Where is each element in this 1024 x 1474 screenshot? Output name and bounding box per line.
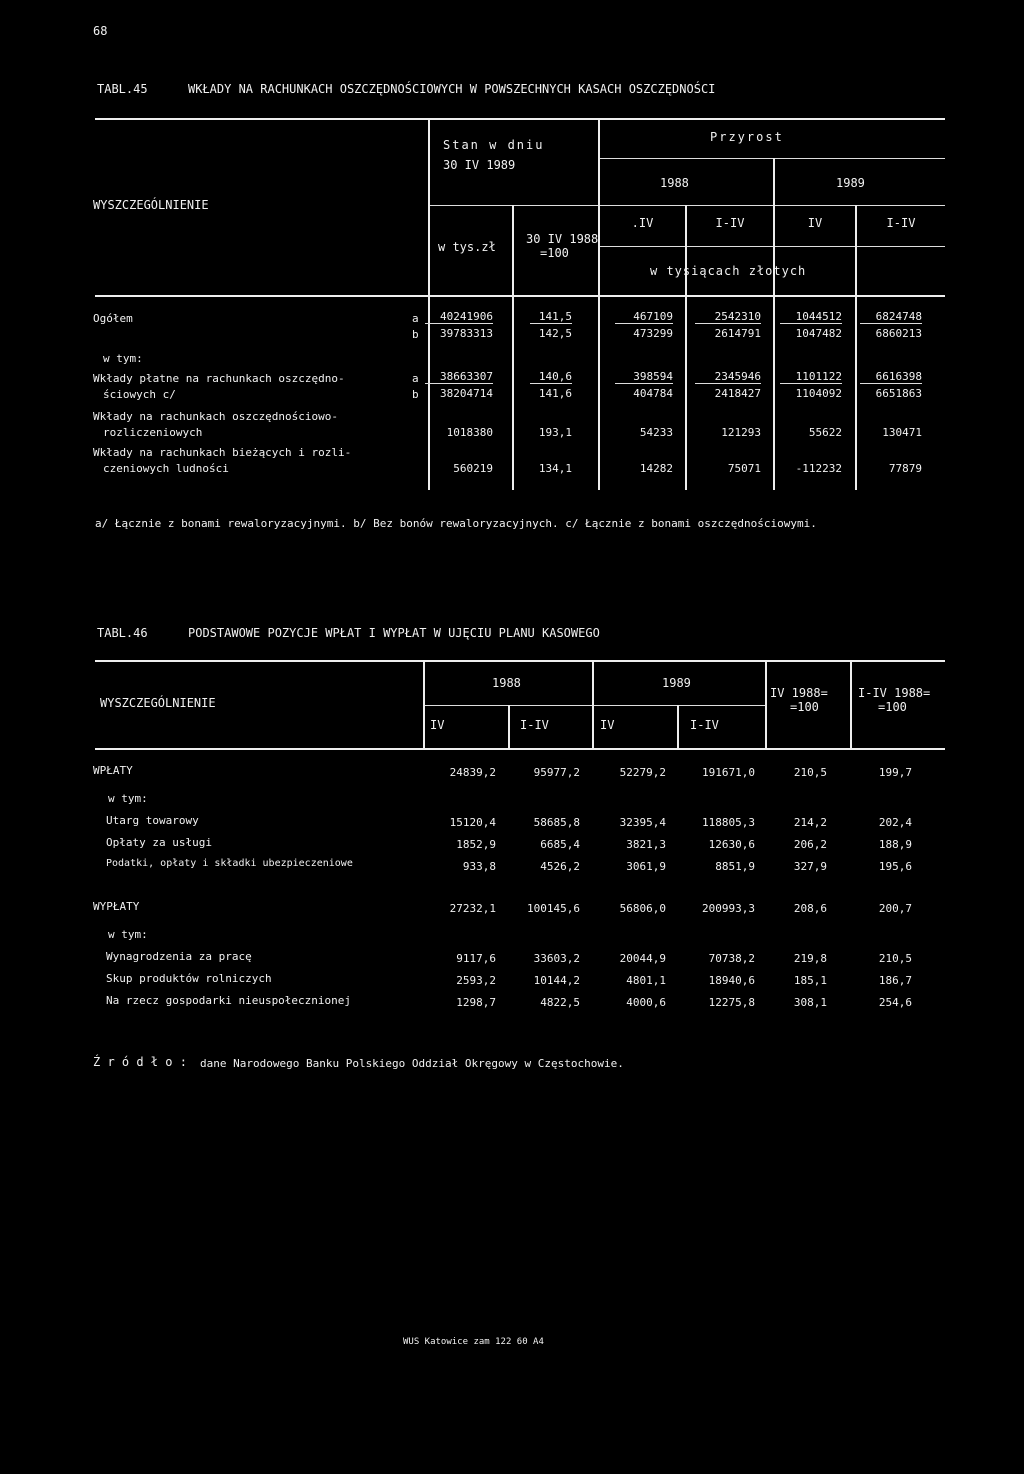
cell: 210,5 (793, 766, 827, 779)
cell: 2345946 (695, 370, 761, 384)
cell: 24839,2 (449, 766, 496, 779)
row-label: w tym: (103, 352, 143, 365)
cell: 134,1 (538, 462, 572, 475)
cell: 560219 (453, 462, 493, 475)
cell: 52279,2 (619, 766, 666, 779)
row-label: Skup produktów rolniczych (106, 972, 272, 985)
cell: 188,9 (878, 838, 912, 851)
col-divider (598, 118, 600, 490)
cell: 214,2 (793, 816, 827, 829)
cell: 141,6 (538, 387, 572, 400)
cell: 210,5 (878, 952, 912, 965)
cell: 38204714 (440, 387, 493, 400)
cell: 6824748 (860, 310, 922, 324)
cell: 75071 (727, 462, 761, 475)
row-label: rozliczeniowych (103, 426, 203, 439)
cell: 2614791 (714, 327, 761, 340)
table-46-title: PODSTAWOWE POZYCJE WPŁAT I WYPŁAT W UJĘCIU PLANU KASOWEGO (188, 626, 600, 640)
col-divider (773, 158, 775, 490)
header-1989: 1989 (662, 676, 691, 690)
cell: 100145,6 (527, 902, 580, 915)
row-label: Wkłady płatne na rachunkach oszczędno- (93, 372, 345, 385)
col-divider (677, 705, 679, 748)
row-marker: a (412, 372, 419, 385)
cell: 33603,2 (533, 952, 580, 965)
header-1988: 1988 (492, 676, 521, 690)
cell: 2542310 (695, 310, 761, 324)
header-stan: Stan w dniu (443, 138, 545, 152)
cell: 308,1 (793, 996, 827, 1009)
header-iv-1988: .IV (631, 216, 654, 230)
header-index-2: =100 (540, 246, 569, 260)
rule (430, 205, 945, 206)
col-divider (423, 660, 425, 748)
header-index-b: I-IV 1988= (858, 686, 931, 700)
cell: 18940,6 (708, 974, 755, 987)
col-divider (685, 205, 687, 490)
cell: 70738,2 (708, 952, 755, 965)
cell: 200,7 (878, 902, 912, 915)
row-label: WPŁATY (93, 764, 133, 777)
cell: 118805,3 (702, 816, 755, 829)
cell: 6651863 (875, 387, 922, 400)
rule (425, 705, 765, 706)
row-label: Utarg towarowy (106, 814, 199, 827)
header-index-1: 30 IV 1988 (526, 232, 599, 246)
cell: 27232,1 (449, 902, 496, 915)
cell: 1298,7 (456, 996, 496, 1009)
cell: 6685,4 (540, 838, 580, 851)
cell: 219,8 (793, 952, 827, 965)
cell: 14282 (639, 462, 673, 475)
header-i-iv-1988: I-IV (715, 216, 745, 230)
cell: 1018380 (446, 426, 493, 439)
cell: 404784 (633, 387, 673, 400)
cell: 58685,8 (533, 816, 580, 829)
cell: 55622 (808, 426, 842, 439)
page-number: 68 (93, 24, 108, 38)
row-marker: b (412, 388, 419, 401)
header-spec: WYSZCZEGÓLNIENIE (93, 198, 209, 212)
source-text: dane Narodowego Banku Polskiego Oddział Okręgowy w Częstochowie. (200, 1057, 624, 1070)
cell: 199,7 (878, 766, 912, 779)
header-i-iv: I-IV (690, 718, 719, 732)
col-divider (512, 205, 514, 490)
cell: 142,5 (538, 327, 572, 340)
cell: 1101122 (780, 370, 842, 384)
cell: 40241906 (425, 310, 493, 324)
cell: 141,5 (530, 310, 572, 324)
row-label: Wynagrodzenia za pracę (106, 950, 252, 963)
cell: 193,1 (538, 426, 572, 439)
row-label: Na rzecz gospodarki nieuspołecznionej (106, 994, 352, 1007)
cell: 10144,2 (533, 974, 580, 987)
col-divider (855, 205, 857, 490)
cell: 4801,1 (626, 974, 666, 987)
header-przyrost: Przyrost (710, 130, 784, 144)
cell: 191671,0 (702, 766, 755, 779)
table-45-label: TABL.45 (97, 82, 148, 96)
cell: -112232 (795, 462, 842, 475)
cell: 2418427 (714, 387, 761, 400)
col-divider (850, 660, 852, 748)
header-i-iv-1989: I-IV (886, 216, 916, 230)
cell: 2593,2 (456, 974, 496, 987)
cell: 1104092 (795, 387, 842, 400)
row-label: czeniowych ludności (103, 462, 229, 475)
rule (95, 295, 945, 297)
cell: 140,6 (530, 370, 572, 384)
col-divider (592, 660, 594, 748)
row-label: w tym: (108, 928, 148, 941)
printer-mark: WUS Katowice zam 122 60 A4 (403, 1337, 544, 1347)
header-date: 30 IV 1989 (443, 158, 516, 172)
header-index-a2: =100 (790, 700, 819, 714)
header-iv: IV (600, 718, 615, 732)
header-1988: 1988 (660, 176, 689, 190)
cell: 6860213 (875, 327, 922, 340)
cell: 15120,4 (449, 816, 496, 829)
cell: 95977,2 (533, 766, 580, 779)
row-label: WYPŁATY (93, 900, 140, 913)
cell: 4000,6 (626, 996, 666, 1009)
cell: 54233 (639, 426, 673, 439)
cell: 398594 (615, 370, 673, 384)
row-label: Podatki, opłaty i składki ubezpieczeniowe (106, 858, 353, 869)
rule (95, 748, 945, 750)
cell: 1044512 (780, 310, 842, 324)
row-label: Wkłady na rachunkach oszczędnościowo- (93, 410, 339, 423)
cell: 121293 (721, 426, 761, 439)
row-marker: b (412, 328, 419, 341)
cell: 56806,0 (619, 902, 666, 915)
cell: 467109 (615, 310, 673, 324)
cell: 3061,9 (626, 860, 666, 873)
row-marker: a (412, 312, 419, 325)
col-divider (765, 660, 767, 748)
table-45-footnote: a/ Łącznie z bonami rewaloryzacyjnymi. b/ Bez bonów rewaloryzacyjnych. c/ Łącznie z bonami oszczędnościowymi. (95, 517, 817, 530)
cell: 206,2 (793, 838, 827, 851)
cell: 3821,3 (626, 838, 666, 851)
cell: 185,1 (793, 974, 827, 987)
cell: 32395,4 (619, 816, 666, 829)
cell: 4822,5 (540, 996, 580, 1009)
header-index-b2: =100 (878, 700, 907, 714)
cell: 6616398 (860, 370, 922, 384)
cell: 195,6 (878, 860, 912, 873)
header-index-a: IV 1988= (770, 686, 828, 700)
rule (95, 118, 945, 120)
cell: 254,6 (878, 996, 912, 1009)
row-label: Wkłady na rachunkach bieżących i rozli- (93, 446, 352, 459)
header-spec: WYSZCZEGÓLNIENIE (100, 696, 216, 710)
header-i-iv: I-IV (520, 718, 549, 732)
source-label: Ź r ó d ł o : (93, 1055, 187, 1069)
row-label: Opłaty za usługi (106, 836, 212, 849)
cell: 38663307 (425, 370, 493, 384)
header-thousands: w tysiącach złotych (650, 264, 807, 278)
cell: 208,6 (793, 902, 827, 915)
cell: 12275,8 (708, 996, 755, 1009)
table-46-label: TABL.46 (97, 626, 148, 640)
cell: 933,8 (462, 860, 496, 873)
cell: 130471 (882, 426, 922, 439)
cell: 473299 (633, 327, 673, 340)
cell: 77879 (888, 462, 922, 475)
cell: 12630,6 (708, 838, 755, 851)
cell: 186,7 (878, 974, 912, 987)
cell: 4526,2 (540, 860, 580, 873)
col-divider (508, 705, 510, 748)
row-label: Ogółem (93, 312, 133, 325)
header-unit-tys: w tys.zł (438, 240, 496, 254)
header-iv-1989: IV (807, 216, 823, 230)
row-label: w tym: (108, 792, 148, 805)
cell: 202,4 (878, 816, 912, 829)
cell: 1047482 (795, 327, 842, 340)
table-45-title: WKŁADY NA RACHUNKACH OSZCZĘDNOŚCIOWYCH W POWSZECHNYCH KASACH OSZCZĘDNOŚCI (188, 82, 716, 96)
row-label: ściowych c/ (103, 388, 176, 401)
cell: 8851,9 (715, 860, 755, 873)
header-1989: 1989 (836, 176, 865, 190)
header-iv: IV (430, 718, 445, 732)
cell: 1852,9 (456, 838, 496, 851)
cell: 200993,3 (702, 902, 755, 915)
rule (95, 660, 945, 662)
cell: 9117,6 (456, 952, 496, 965)
cell: 20044,9 (619, 952, 666, 965)
cell: 39783313 (440, 327, 493, 340)
cell: 327,9 (793, 860, 827, 873)
